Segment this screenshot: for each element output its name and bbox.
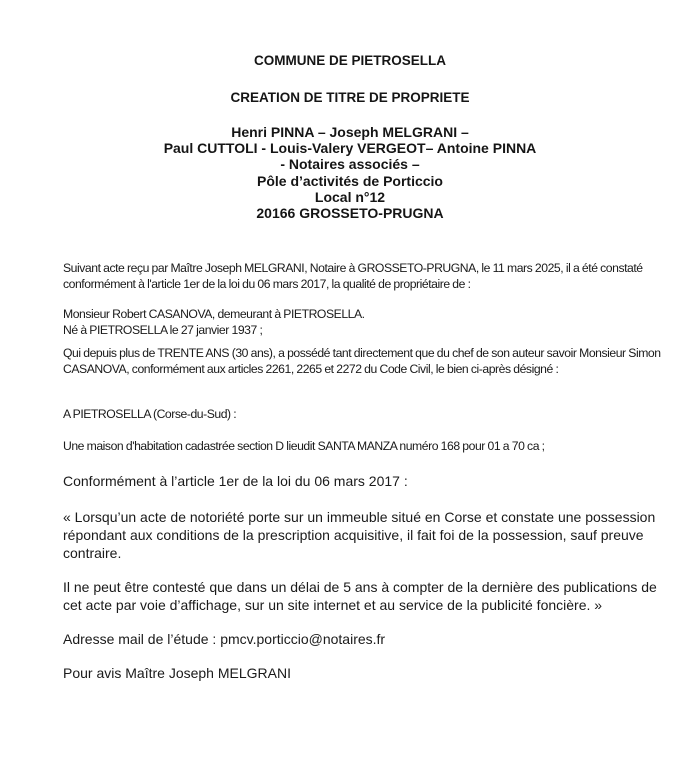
notaries-block xyxy=(0,124,700,221)
office-address-line: Local n°12 xyxy=(314,188,386,205)
notaries-line: - Notaires associés – xyxy=(280,156,420,173)
notaries-line: Paul CUTTOLI - Louis-Valery VERGEOT– Antoine PINNA xyxy=(163,140,537,157)
office-address-line: 20166 GROSSETO-PRUGNA xyxy=(256,205,444,222)
office-address-line: Pôle d’activités de Porticcio xyxy=(257,172,443,189)
office-email: Adresse mail de l’étude : pmcv.porticcio@notaires.fr xyxy=(63,631,386,647)
deed-paragraph: Suivant acte reçu par Maître Joseph MELGRANI, Notaire à GROSSETO-PRUGNA, le 11 mars 2025, il a été constaté conformément à l'article 1er de la loi du 06 mars 2017, la qualité de propriétaire de : xyxy=(63,261,643,291)
signature-line: Pour avis Maître Joseph MELGRANI xyxy=(63,665,291,681)
law-quote-2: Il ne peut être contesté que dans un délai de 5 ans à compter de la dernière des publications de cet acte par voie d’affichage, sur un site internet et au service de la publicité foncière. » xyxy=(63,579,657,613)
owner-paragraph xyxy=(63,307,678,338)
law-quote-1: « Lorsqu’un acte de notoriété porte sur un immeuble situé en Corse et constate une possession répondant aux conditions de la prescription acquisitive, il fait foi de la possession, sauf preuve contraire. xyxy=(63,509,656,561)
owner-birth-line: Né à PIETROSELLA le 27 janvier 1937 ; xyxy=(63,322,263,337)
owner-line: Monsieur Robert CASANOVA, demeurant à PIETROSELLA. xyxy=(63,307,365,321)
law-reference: Conformément à l’article 1er de la loi du 06 mars 2017 : xyxy=(63,473,408,489)
location-line: A PIETROSELLA (Corse-du-Sud) : xyxy=(63,407,237,421)
property-description: Une maison d'habitation cadastrée section D lieudit SANTA MANZA numéro 168 pour 01 a 70 ca ; xyxy=(63,439,545,453)
document-title: CREATION DE TITRE DE PROPRIETE xyxy=(230,90,470,105)
commune-heading: COMMUNE DE PIETROSELLA xyxy=(253,53,446,68)
notaries-line: Henri PINNA – Joseph MELGRANI – xyxy=(231,124,469,140)
possession-paragraph: Qui depuis plus de TRENTE ANS (30 ans), a possédé tant directement que du chef de son auteur savoir Monsieur Simon CASANOVA, conformément aux articles 2261, 2265 et 2272 du Code Civil, le bien ci-après désigné : xyxy=(63,346,661,376)
